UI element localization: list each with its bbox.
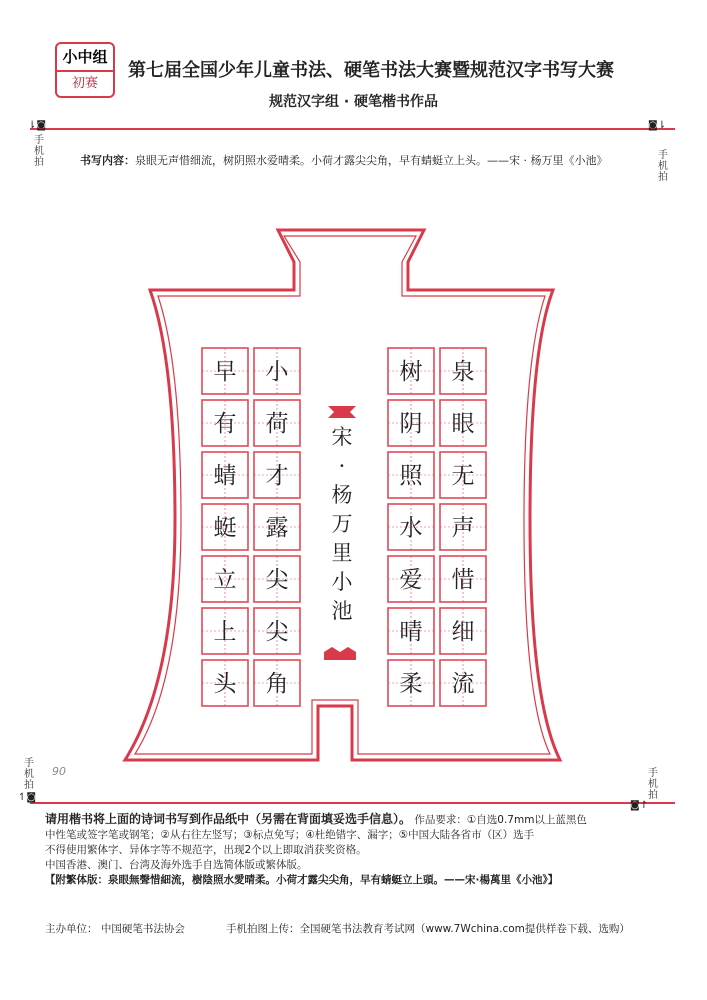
- signature-character: 小: [331, 570, 353, 594]
- grid-character: 尖: [265, 567, 289, 593]
- grid-character: 眼: [451, 411, 475, 437]
- grid-character: 有: [213, 411, 237, 437]
- grid-cell: [440, 556, 486, 602]
- grid-cell: [388, 504, 434, 550]
- grid-cell: [202, 608, 248, 654]
- grid-cell: [202, 400, 248, 446]
- grid-cell: [388, 608, 434, 654]
- grid-cell: [440, 400, 486, 446]
- grid-character: 才: [265, 463, 289, 489]
- grid-character: 头: [213, 671, 237, 697]
- side-label-bottom-right: 手机拍: [648, 768, 658, 801]
- grid-cell: [388, 660, 434, 706]
- grid-character: 荷: [265, 411, 289, 437]
- grid-cell: [388, 452, 434, 498]
- signature-character: 里: [331, 541, 353, 565]
- content-label: 书写内容：: [80, 154, 135, 167]
- camera-marker-icon: ◙↾: [630, 800, 649, 811]
- instructions-req1: 作品要求：①自选0.7mm以上蓝黑色: [414, 814, 587, 826]
- grid-character: 蜻: [213, 463, 237, 489]
- grid-cell: [440, 348, 486, 394]
- grid-character: 爱: [399, 567, 423, 593]
- grid-cell: [254, 608, 300, 654]
- grid-character: 立: [213, 567, 237, 593]
- grid-cell: [440, 608, 486, 654]
- grid-character: 蜓: [213, 515, 237, 541]
- grid-cell: [440, 660, 486, 706]
- grid-character: 树: [399, 359, 423, 385]
- grid-character: 上: [213, 619, 237, 645]
- grid-character: 角: [265, 671, 289, 697]
- grid-character: 小: [265, 359, 289, 385]
- grid-character: 露: [265, 515, 289, 541]
- camera-marker-icon: ◙⇂: [648, 120, 667, 131]
- grid-cell: [388, 400, 434, 446]
- grid-character: 水: [399, 515, 423, 541]
- signature-top-mark: [328, 406, 356, 418]
- grid-cell: [202, 452, 248, 498]
- signature-character: 宋: [331, 425, 353, 449]
- grid-character: 细: [451, 619, 475, 645]
- grid-cell: [254, 452, 300, 498]
- instructions-traditional: 【附繁体版：泉眼無聲惜細流，樹陰照水愛晴柔。小荷才露尖尖角，早有蜻蜓立上頭。——宋·楊萬里《小池》】: [45, 874, 559, 886]
- instructions-line2: 中性笔或签字笔或钢笔；②从右往左竖写；③标点免写；④杜绝错字、漏字；⑤中国大陆各省市（区）选手: [45, 829, 535, 841]
- logo-round: 初赛: [71, 76, 98, 91]
- grid-cell: [202, 348, 248, 394]
- grid-cell: [440, 452, 486, 498]
- grid-character: 阴: [399, 411, 423, 437]
- signature-character: 杨: [331, 483, 353, 507]
- grid-cell: [254, 504, 300, 550]
- logo-group: 小中组: [57, 44, 113, 72]
- signature-character: 池: [331, 599, 353, 623]
- side-label-top-left: 手机拍: [34, 135, 44, 168]
- side-label-bottom-left: 手机拍: [24, 758, 34, 791]
- grid-cell: [440, 504, 486, 550]
- grid-cell: [254, 556, 300, 602]
- camera-marker-icon: ↿◙: [18, 792, 37, 803]
- page-title: 第七届全国少年儿童书法、硬笔书法大赛暨规范汉字书写大赛: [128, 60, 614, 81]
- signature-bottom-mark: [324, 647, 356, 660]
- grid-cell: [202, 556, 248, 602]
- grid-cell: [388, 556, 434, 602]
- instructions-lead: 请用楷书将上面的诗词书写到作品纸中（另需在背面填妥选手信息）。: [45, 812, 412, 826]
- footer-upload: 手机拍图上传：全国硬笔书法教育考试网（www.7Wchina.com提供样卷下载、选购）: [226, 923, 630, 935]
- grid-cell: [202, 660, 248, 706]
- grid-character: 尖: [265, 619, 289, 645]
- signature-character: 万: [331, 512, 353, 536]
- grid-character: 晴: [399, 619, 423, 645]
- camera-marker-icon: ⇂◙: [28, 120, 47, 131]
- grid-cell: [202, 504, 248, 550]
- page-subtitle: 规范汉字组 · 硬笔楷书作品: [268, 94, 439, 110]
- signature-character: ·: [338, 454, 346, 478]
- grid-character: 泉: [451, 359, 475, 385]
- grid-cell: [254, 400, 300, 446]
- handwritten-note: 90: [52, 765, 66, 778]
- content-text: 泉眼无声惜细流，树阴照水爱晴柔。小荷才露尖尖角，早有蜻蜓立上头。——宋 · 杨万里《小池》: [135, 154, 608, 167]
- instructions: [45, 812, 665, 888]
- side-label-top-right: 手机拍: [658, 150, 668, 183]
- grid-character: 柔: [399, 671, 423, 697]
- grid-cell: [254, 348, 300, 394]
- grid-cell: [388, 348, 434, 394]
- grid-character: 声: [451, 515, 475, 541]
- instructions-line4: 中国香港、澳门、台湾及海外选手自选简体版或繁体版。: [45, 859, 308, 871]
- grid-character: 照: [399, 463, 423, 489]
- grid-character: 无: [451, 463, 475, 489]
- grid-character: 早: [213, 359, 237, 385]
- footer-organizer: 主办单位： 中国硬笔书法协会: [45, 923, 185, 935]
- grid-cell: [254, 660, 300, 706]
- instructions-line3: 不得使用繁体字、异体字等不规范字，出现2个以上即取消获奖资格。: [45, 844, 367, 856]
- center-signature: [332, 425, 354, 623]
- grid-character: 惜: [451, 567, 475, 593]
- grid-character: 流: [451, 671, 475, 697]
